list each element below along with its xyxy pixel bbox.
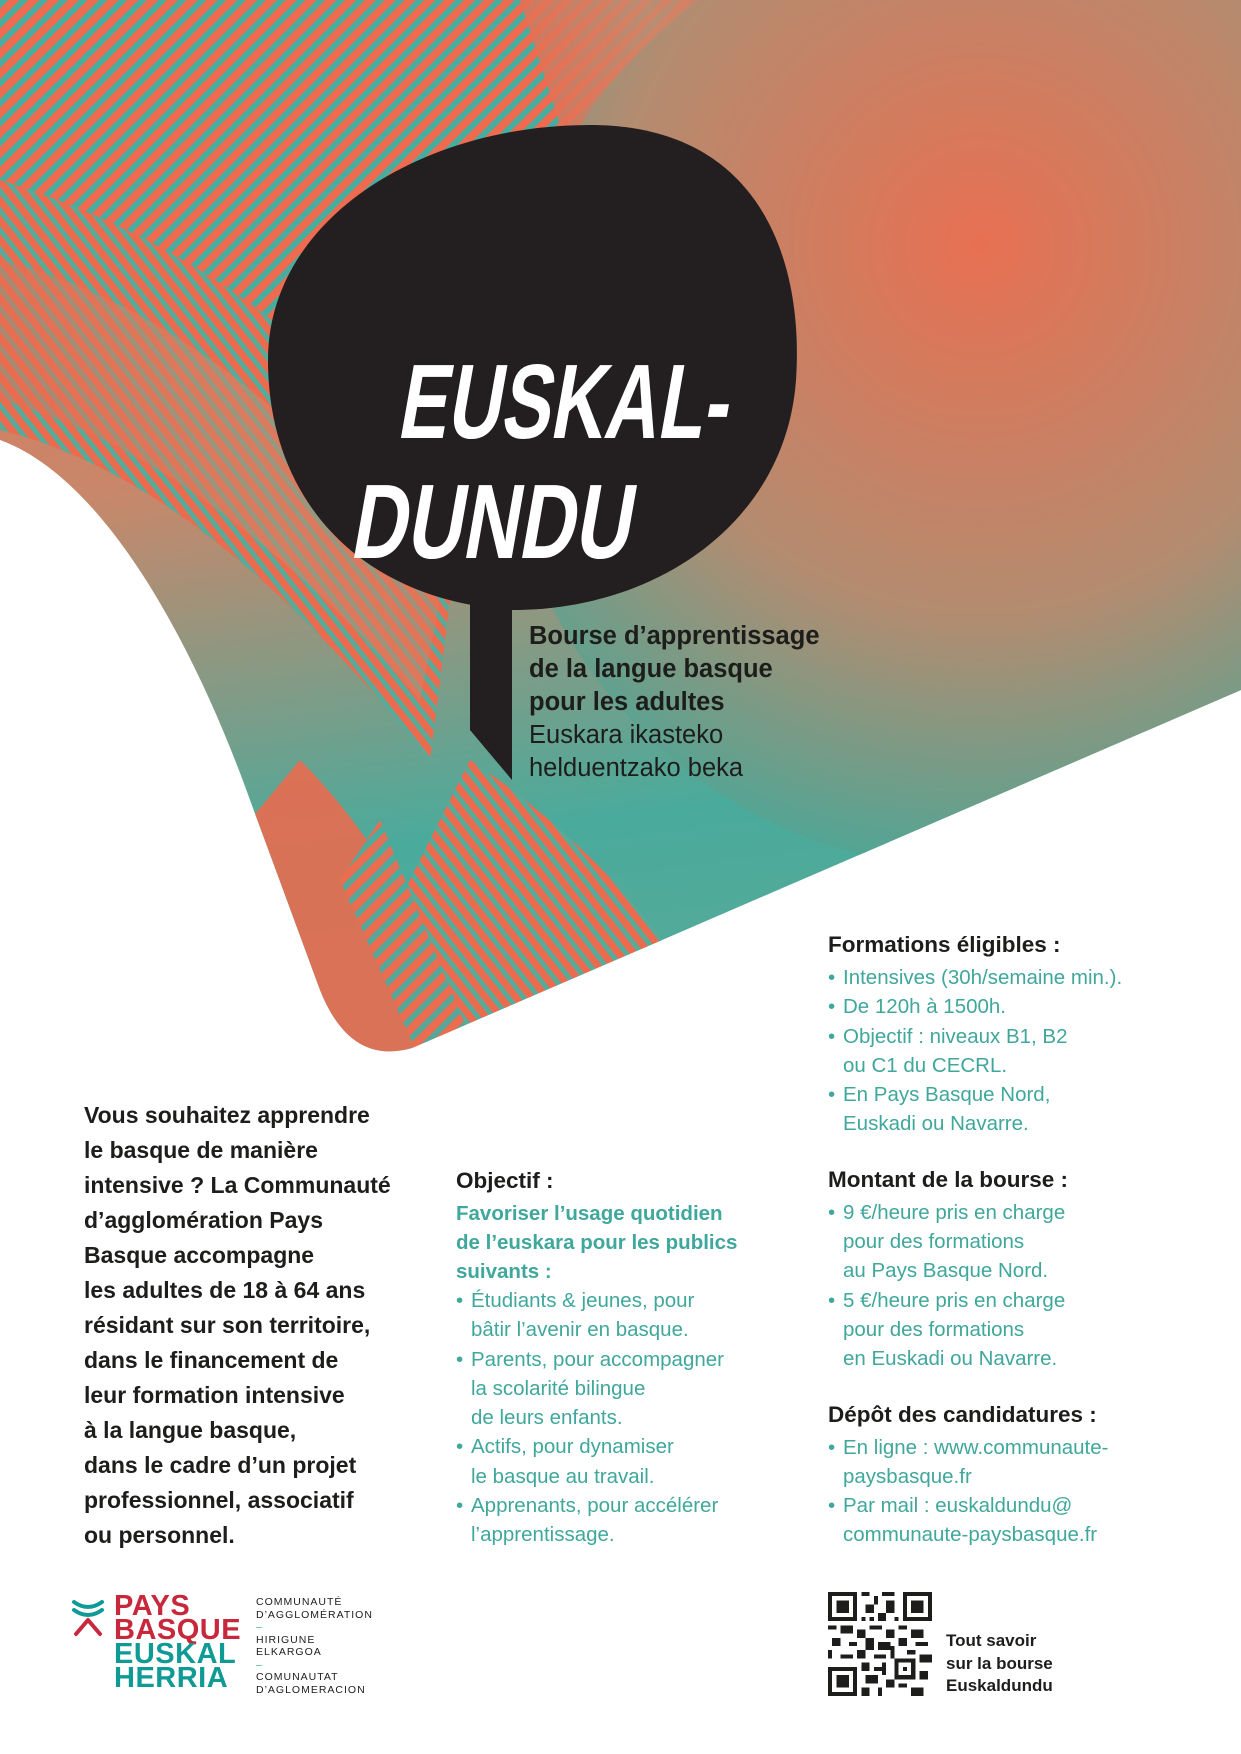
list-item: • 9 €/heure pris en charge pour des formations au Pays Basque Nord. [828, 1198, 1218, 1286]
formations-section [828, 930, 1218, 1139]
logo-side-line: COMUNAUTAT [256, 1671, 339, 1683]
list-item: • Étudiants & jeunes, pour bâtir l’avenir en basque. [456, 1286, 776, 1345]
list-item: • Objectif : niveaux B1, B2 ou C1 du CECRL. [828, 1022, 1218, 1081]
list-item: • En Pays Basque Nord, Euskadi ou Navarre. [828, 1080, 1218, 1139]
logo-word: EUSKAL [114, 1638, 237, 1670]
logo-side-line: – [256, 1621, 263, 1633]
logo-side-line: HIRIGUNE [256, 1633, 316, 1646]
subtitle-fr-line: Bourse d’apprentissage [529, 622, 820, 650]
logo-side-line: – [256, 1658, 263, 1671]
logo-side-line: D’AGGLOMÉRATION [256, 1608, 373, 1621]
logo-word: HERRIA [114, 1662, 229, 1694]
depot-heading: Dépôt des candidatures : [828, 1401, 1097, 1427]
objectif-list [456, 1286, 776, 1550]
logo-side-line: COMMUNAUTÉ [256, 1596, 343, 1608]
hero-title-line2: DUNDU [344, 461, 749, 581]
list-item: • De 120h à 1500h. [828, 992, 1218, 1021]
subtitle-fr-line: pour les adultes [529, 688, 725, 716]
info-column [828, 930, 1218, 1576]
logo-mark-icon [72, 1598, 104, 1638]
montant-heading: Montant de la bourse : [828, 1166, 1069, 1192]
hero-title-line1: EUSKAL- [391, 341, 885, 461]
objectif-heading: Objectif : [456, 1168, 554, 1193]
intro-text: Vous souhaitez apprendre le basque de manière intensive ? La Communauté d’agglomération Pays Basque accompagne les adultes de 18 à 64 ans résidant sur son territoire, dans le financement de leur formation intensive à la langue basque, dans le cadre d’un projet professionnel, associatif ou personnel. [84, 1102, 391, 1548]
depot-mail-link[interactable]: • Par mail : euskaldundu@ communaute-paysbasque.fr [828, 1491, 1218, 1550]
logo-side-line: ELKARGOA [256, 1646, 322, 1658]
qr-code-icon[interactable] [828, 1592, 932, 1696]
montant-section [828, 1165, 1218, 1374]
subtitle-fr-line: de la langue basque [529, 655, 773, 683]
logo-side-line: D’AGLOMERACION [256, 1683, 366, 1696]
subtitle [529, 620, 820, 785]
list-item: • Actifs, pour dynamiser le basque au travail. [456, 1432, 776, 1491]
logo-side-text [256, 1596, 373, 1696]
depot-online-link[interactable]: • En ligne : www.communaute- paysbasque.fr [828, 1433, 1218, 1492]
list-item: • Parents, pour accompagner la scolarité bilingue de leurs enfants. [456, 1345, 776, 1433]
list-item: • Intensives (30h/semaine min.). [828, 963, 1218, 992]
logo-word: BASQUE [114, 1614, 242, 1646]
qr-caption: Tout savoir sur la bourse Euskaldundu [946, 1631, 1053, 1695]
list-item: • 5 €/heure pris en charge pour des formations en Euskadi ou Navarre. [828, 1286, 1218, 1374]
formations-heading: Formations éligibles : [828, 932, 1061, 957]
depot-section [828, 1400, 1218, 1550]
objectif-lead: Favoriser l’usage quotidien de l’euskara pour les publics suivants : [456, 1202, 738, 1283]
subtitle-eu-line: Euskara ikasteko [529, 721, 724, 749]
logo-word: PAYS [114, 1590, 191, 1622]
subtitle-eu-line: helduentzako beka [529, 754, 744, 782]
list-item: • Apprenants, pour accélérer l’apprentissage. [456, 1491, 776, 1550]
objectif-section [456, 1166, 776, 1550]
pays-basque-logo [72, 1590, 392, 1704]
